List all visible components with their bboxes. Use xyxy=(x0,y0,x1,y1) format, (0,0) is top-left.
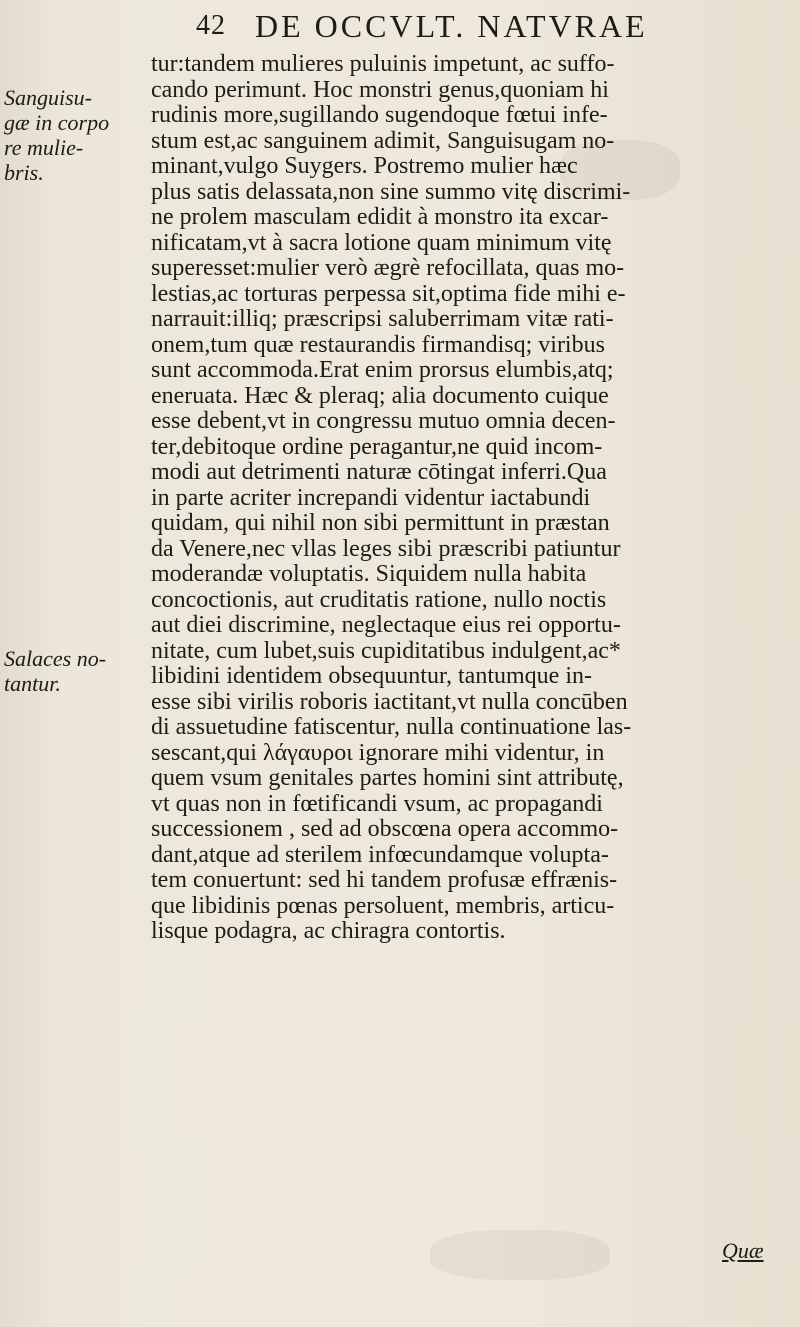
text-line: quem vsum genitales partes homini sint attributę, xyxy=(151,766,624,791)
page-number: 42 xyxy=(196,10,226,41)
text-line: rudinis more,sugillando sugendoque fœtui infe- xyxy=(151,103,608,128)
text-line: vt quas non in fœtificandi vsum, ac propagandi xyxy=(151,791,603,817)
text-line: in parte acriter increpandi videntur iactabundi xyxy=(151,485,591,511)
margin-note-line: tantur. xyxy=(4,671,61,696)
text-line: esse debent,vt in congressu mutuo omnia decen- xyxy=(151,409,616,434)
text-line: concoctionis, aut cruditatis ratione, nullo noctis xyxy=(151,587,607,613)
text-line: aut diei discrimine, neglectaque eius rei opportu- xyxy=(151,613,621,638)
margin-note-salaces xyxy=(4,646,149,696)
text-line: tem conuertunt: sed hi tandem profusæ effrænis- xyxy=(151,868,618,893)
text-line: modi aut detrimenti naturæ cōtingat inferri.Qua xyxy=(151,460,607,485)
text-line: nitate, cum lubet,suis cupiditatibus indulgent,ac* xyxy=(151,638,621,664)
margin-note-line: bris. xyxy=(4,160,44,185)
text-line: ter,debitoque ordine peragantur,ne quid incom- xyxy=(151,434,603,460)
margin-note-line: Sanguisu- xyxy=(4,85,92,110)
text-line: eneruata. Hæc & pleraq; alia documento cuique xyxy=(151,383,609,409)
text-line: successionem , sed ad obscœna opera accommo- xyxy=(151,817,619,842)
text-line: sunt accommoda.Erat enim prorsus elumbis,atq; xyxy=(151,358,614,383)
text-line: dant,atque ad sterilem infœcundamque volupta- xyxy=(151,842,609,868)
text-line: superesset:mulier verò ægrè refocillata, quas mo- xyxy=(151,256,625,281)
running-head: DE OCCVLT. NATVRAE xyxy=(255,8,648,44)
text-line: stum est,ac sanguinem adimit, Sanguisugam no- xyxy=(151,128,615,154)
text-line: que libidinis pœnas persoluent, membris, articu- xyxy=(151,893,615,919)
text-line: moderandæ voluptatis. Siquidem nulla habita xyxy=(151,562,587,587)
margin-note-line: re mulie- xyxy=(4,135,84,160)
body-text xyxy=(151,52,796,945)
text-line: lestias,ac torturas perpessa sit,optima fide mihi e- xyxy=(151,281,626,307)
text-line: narrauit:illiq; præscripsi saluberrimam vitæ rati- xyxy=(151,307,614,332)
page-header xyxy=(0,10,800,46)
margin-note-line: gæ in corpo xyxy=(4,110,110,135)
text-line: quidam, qui nihil non sibi permittunt in præstan xyxy=(151,511,610,536)
text-line: sescant,qui λάγαυροι ignorare mihi videntur, in xyxy=(151,740,605,766)
text-line: di assuetudine fatiscentur, nulla continuatione las- xyxy=(151,715,632,740)
text-line: libidini identidem obsequuntur, tantumque in- xyxy=(151,664,592,689)
margin-note-line: Salaces no- xyxy=(4,646,107,671)
text-line: da Venere,nec vllas leges sibi præscribi patiuntur xyxy=(151,536,621,562)
text-line: onem,tum quæ restaurandis firmandisq; viribus xyxy=(151,332,605,358)
catchword: Quæ xyxy=(722,1238,764,1263)
text-line: esse sibi virilis roboris iactitant,vt nulla concūben xyxy=(151,689,628,715)
text-line: minant,vulgo Suygers. Postremo mulier hæc xyxy=(151,154,578,179)
text-line: plus satis delassata,non sine summo vitę discrimi- xyxy=(151,179,631,205)
text-line: cando perimunt. Hoc monstri genus,quoniam hi xyxy=(151,77,609,103)
text-line: ne prolem masculam edidit à monstro ita excar- xyxy=(151,205,609,230)
margin-note-sanguisuga xyxy=(4,85,149,185)
text-line: tur:tandem mulieres puluinis impetunt, ac suffo- xyxy=(151,52,615,77)
ink-bleed xyxy=(430,1230,610,1280)
text-line: lisque podagra, ac chiragra contortis. xyxy=(151,919,506,944)
text-line: nificatam,vt à sacra lotione quam minimum vitę xyxy=(151,230,612,256)
